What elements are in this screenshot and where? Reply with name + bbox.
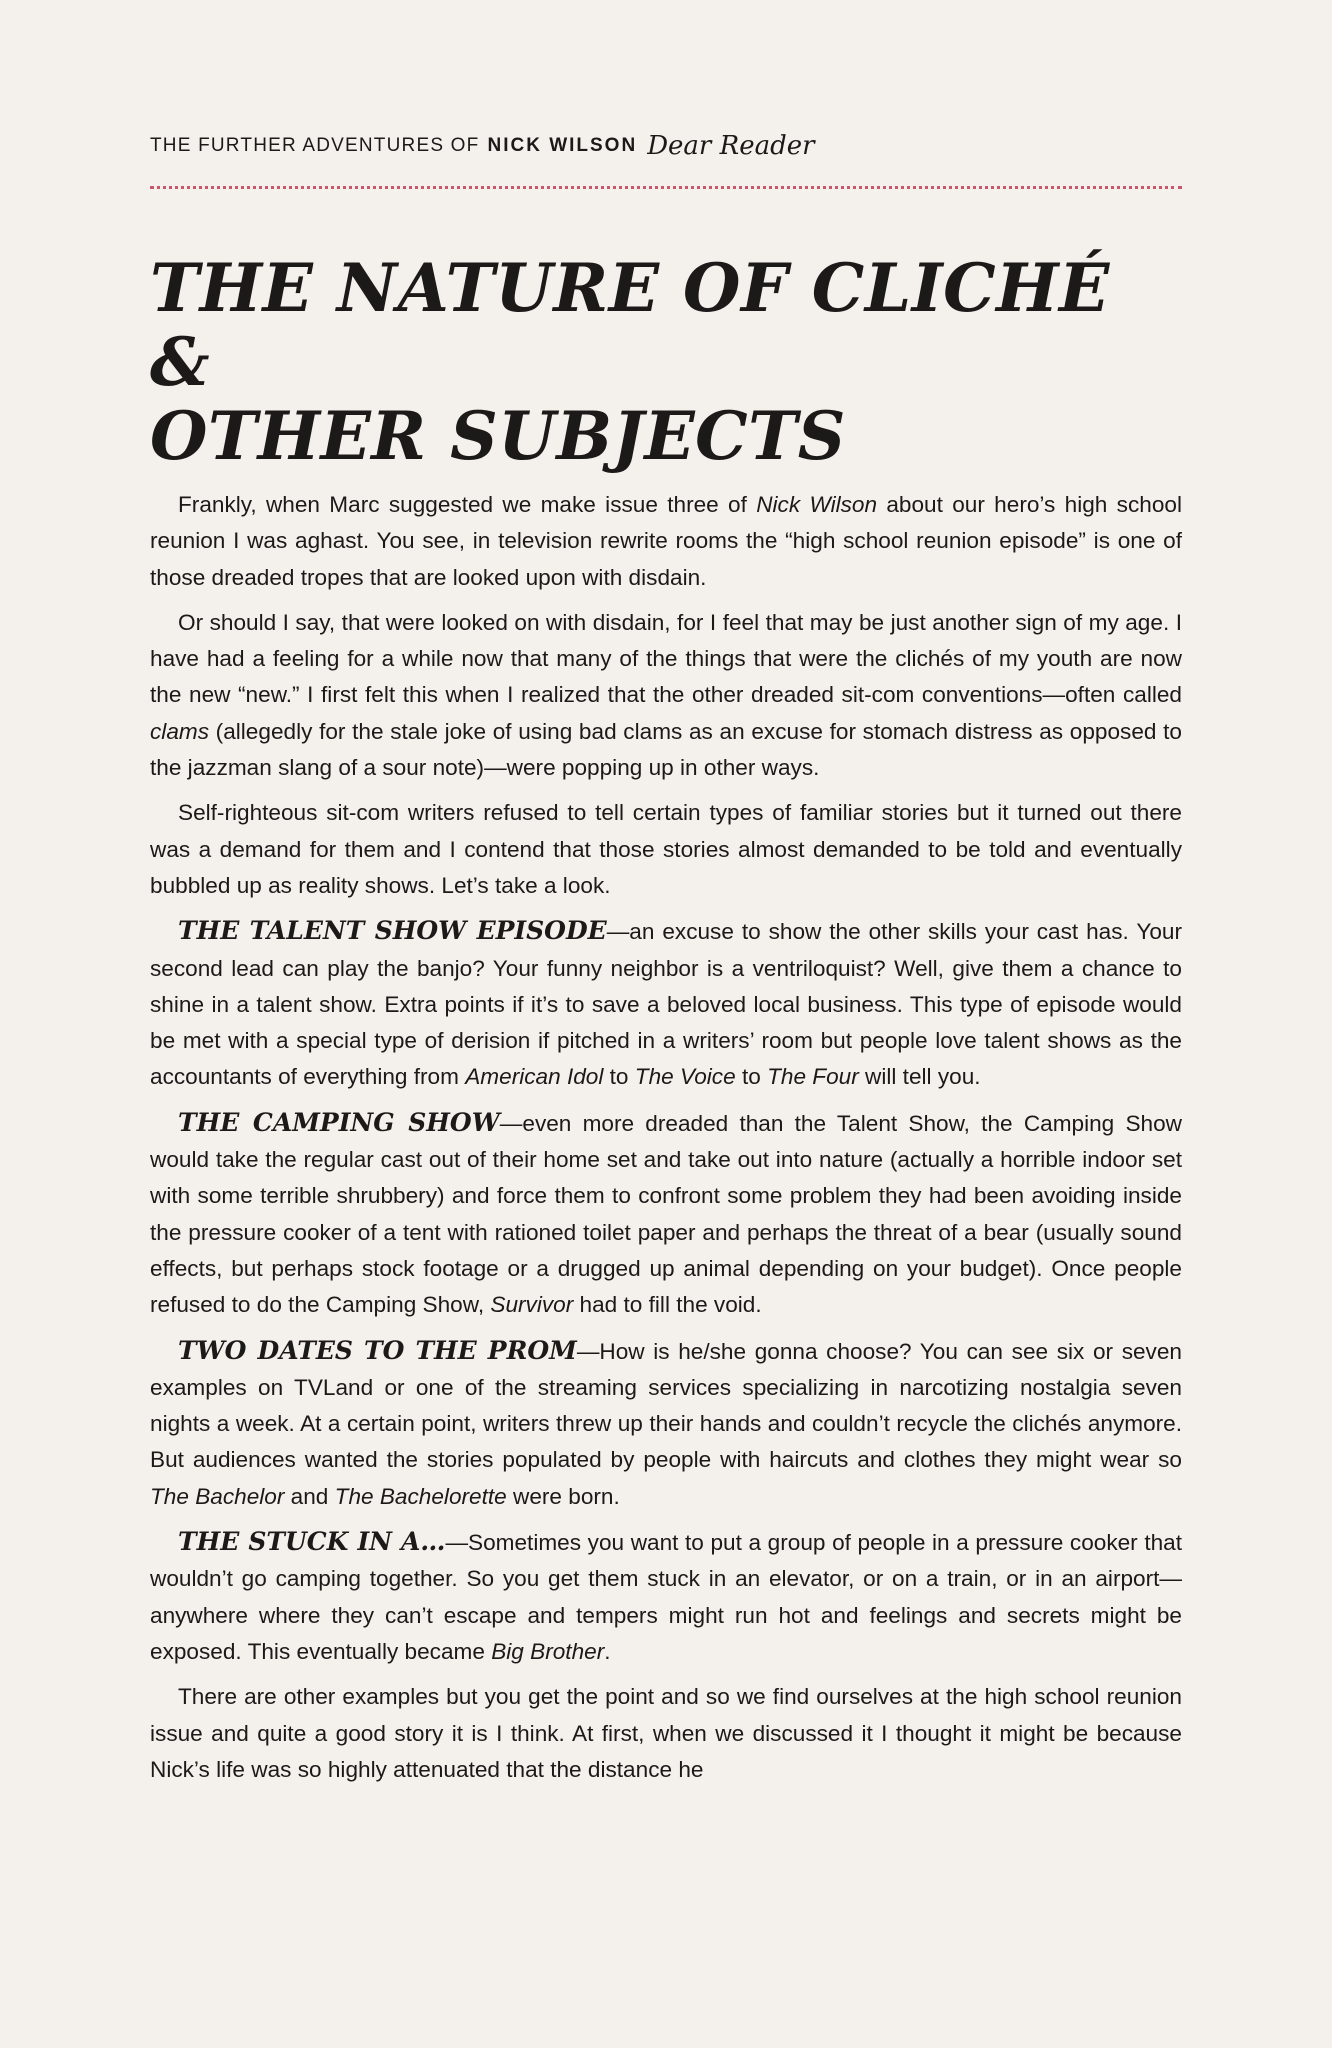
running-head: [150, 120, 1182, 172]
paragraph-8: [150, 1679, 1182, 1788]
dotted-divider: [150, 186, 1182, 189]
paragraph-text: and: [284, 1483, 335, 1509]
paragraph-stuck-in: [150, 1524, 1182, 1670]
run-in-heading: THE TALENT SHOW EPISODE: [178, 916, 607, 946]
paragraph-1: [150, 487, 1182, 596]
paragraph-text: .: [604, 1638, 611, 1664]
series-title: THE FURTHER ADVENTURES OF: [150, 135, 480, 156]
paragraph-text: had to fill the void.: [573, 1292, 762, 1318]
paragraph-text: will tell you.: [858, 1064, 981, 1090]
article-title-line-1: THE NATURE OF CLICHÉ &: [150, 249, 1110, 401]
paragraph-text: Self-righteous sit-com writers refused to tell certain types of familiar stories but it turned out there was a demand for them and I contend that those stories almost demanded to be told and eventually bubbled up as reality shows. Let’s take a look.: [150, 800, 1182, 898]
article-title: [150, 251, 1182, 473]
paragraph-text: There are other examples but you get the point and so we find ourselves at the high school reunion issue and quite a good story it is I think. At first, when we discussed it I thought it might be because Nick’s life was so highly attenuated that the distance he: [150, 1684, 1182, 1782]
paragraph-text: to: [735, 1064, 768, 1090]
paragraph-text: Or should I say, that were looked on with disdain, for I feel that may be just another sign of my age. I have had a feeling for a while now that many of the things that were the clichés of my youth are now the new “new.” I first felt this when I realized that the other dreaded sit-com conventions—often called: [150, 609, 1182, 708]
italic-title: Nick Wilson: [756, 492, 878, 517]
paragraph-text: —an excuse to show the other skills your cast has. Your second lead can play the banjo? Your funny neighbor is a ventriloquist? Well, give them a chance to shine in a talent show. Extra points if it’s to save a beloved local business. This type of episode would be met with a special type of derision if pitched in a writers’ room but people love talent shows as the accountants of everything from: [150, 919, 1182, 1090]
paragraph-text: about our hero’s high school reunion I was aghast. You see, in television rewrite rooms the “high school reunion episode” is one of those dreaded tropes that are looked upon with disdain.: [150, 492, 1182, 590]
italic-title: The Bachelor: [150, 1483, 285, 1509]
paragraph-text: —Sometimes you want to put a group of people in a pressure cooker that wouldn’t go camping together. So you get them stuck in an elevator, or on a train, or in an airport—anywhere where they can’t escape and tempers might run hot and feelings and secrets might be exposed. This eventually became: [150, 1530, 1182, 1664]
article-body: [150, 487, 1182, 1788]
paragraph-two-dates: [150, 1333, 1182, 1515]
paragraph-text: (allegedly for the stale joke of using bad clams as an excuse for stomach distress as opposed to the jazzman slang of a sour note)—were popping up in other ways.: [150, 718, 1182, 781]
book-page: [150, 120, 1182, 2020]
run-in-heading: THE CAMPING SHOW: [178, 1107, 500, 1137]
italic-title: Survivor: [490, 1292, 574, 1318]
italic-term: clams: [150, 718, 209, 744]
italic-title: Big Brother: [491, 1638, 605, 1664]
hero-name: NICK WILSON: [487, 135, 638, 156]
paragraph-text: to: [603, 1064, 635, 1090]
paragraph-talent-show: [150, 913, 1182, 1095]
paragraph-camping-show: [150, 1105, 1182, 1324]
paragraph-3: [150, 795, 1182, 904]
section-title: Dear Reader: [647, 131, 815, 161]
paragraph-2: [150, 605, 1182, 786]
italic-title: The Four: [767, 1064, 859, 1090]
italic-title: The Bachelorette: [334, 1483, 507, 1509]
italic-title: American Idol: [465, 1064, 604, 1090]
article-title-line-2: OTHER SUBJECTS: [150, 397, 846, 475]
paragraph-text: —even more dreaded than the Talent Show, the Camping Show would take the regular cast out of their home set and take out into nature (actually a horrible indoor set with some terrible shrubbery) and force them to confront some problem they had been avoiding inside the pressure cooker of a tent with rationed toilet paper and perhaps the threat of a bear (usually sound effects, but perhaps stock footage or a drugged up animal depending on your budget). Once people refused to do the Camping Show,: [150, 1110, 1182, 1318]
paragraph-text: —How is he/she gonna choose? You can see six or seven examples on TVLand or one of the streaming services specializing in narcotizing nostalgia seven nights a week. At a certain point, writers threw up their hands and couldn’t recycle the clichés anymore. But audiences wanted the stories populated by people with haircuts and clothes they might wear so: [150, 1338, 1182, 1473]
paragraph-text: Frankly, when Marc suggested we make issue three of: [178, 492, 757, 517]
paragraph-text: were born.: [506, 1483, 620, 1509]
run-in-heading: THE STUCK IN A…: [178, 1527, 446, 1557]
run-in-heading: TWO DATES TO THE PROM: [178, 1335, 577, 1365]
italic-title: The Voice: [634, 1064, 736, 1090]
